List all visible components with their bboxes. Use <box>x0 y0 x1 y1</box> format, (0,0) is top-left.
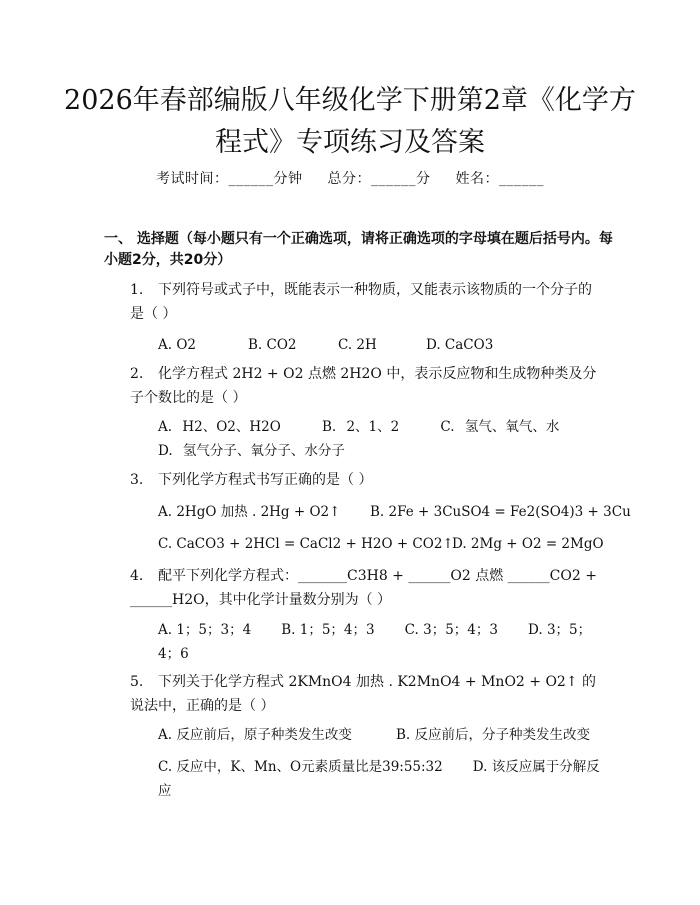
option-d: D. 氢气分子、氧分子、水分子 <box>158 443 345 459</box>
option-b: B. 反应前后，分子种类发生改变 <box>396 727 591 743</box>
option-c: C. 2H <box>338 337 377 353</box>
question-number: 4. <box>130 568 144 584</box>
question-number: 2. <box>130 366 144 382</box>
question-4 <box>104 564 604 612</box>
option-a: A. 反应前后，原子种类发生改变 <box>158 727 352 743</box>
question-number: 3. <box>130 472 144 488</box>
option-c: C. CaCO3 + 2HCl = CaCl2 + H2O + CO2↑ <box>158 536 454 552</box>
option-a: A. H2、O2、H2O <box>158 419 281 435</box>
option-b: B. CO2 <box>248 337 297 353</box>
question-number: 1. <box>130 282 144 298</box>
option-a: A. 2HgO 加热 . 2Hg + O2↑ <box>158 504 341 520</box>
question-2 <box>104 362 604 410</box>
option-c: C. 3；5；4；3 <box>404 622 498 638</box>
option-c: C. 反应中，K、Mn、O元素质量比是39:55:32 <box>158 759 443 775</box>
option-c: C. 氢气、氧气、水 <box>440 419 560 435</box>
options-5b <box>104 755 604 803</box>
question-text: 化学方程式 2H2 + O2 点燃 2H2O 中，表示反应物和生成物种类及分子个数比的是（ ） <box>130 366 597 406</box>
question-number: 5. <box>130 674 144 690</box>
options-4 <box>104 618 604 666</box>
question-5 <box>104 670 604 718</box>
document-title: 2026年春部编版八年级化学下册第2章《化学方程式》专项练习及答案 <box>64 85 636 158</box>
option-b: B. 2、1、2 <box>321 419 400 435</box>
question-text: 下列符号或式子中，既能表示一种物质，又能表示该物质的一个分子的是（ ） <box>130 282 592 322</box>
question-text: 下列化学方程式书写正确的是（ ） <box>158 472 373 488</box>
option-d: D. 2Mg + O2 = 2MgO <box>452 536 604 552</box>
options-2 <box>104 415 604 463</box>
student-name: 姓名：______ <box>455 171 544 187</box>
section-heading: 一、 选择题（每小题只有一个正确选项，请将正确选项的字母填在题后括号内。每小题2分，共20分） <box>104 231 613 268</box>
option-b: B. 1；5；4；3 <box>281 622 375 638</box>
question-text: 下列关于化学方程式 2KMnO4 加热 . K2MnO4 + MnO2 + O2↑ 的说法中，正确的是（ ） <box>130 674 597 714</box>
question-3 <box>104 468 604 492</box>
question-1 <box>104 278 604 326</box>
question-text: 配平下列化学方程式：_______C3H8 + ______O2 点燃 ______CO2 + ______H2O，其中化学计量数分别为（ ） <box>130 568 597 608</box>
exam-score: 总分：______分 <box>327 171 431 187</box>
option-d: D. 该反应属于分解反应 <box>158 759 600 799</box>
option-d: D. CaCO3 <box>426 337 494 353</box>
option-a: A. O2 <box>158 337 196 353</box>
option-a: A. 1；5；3；4 <box>158 622 252 638</box>
exam-meta <box>0 168 700 188</box>
option-d: D. 3；5；4；6 <box>158 622 592 662</box>
exam-time: 考试时间：______分钟 <box>156 171 303 187</box>
option-b: B. 2Fe + 3CuSO4 = Fe2(SO4)3 + 3Cu <box>370 504 631 520</box>
